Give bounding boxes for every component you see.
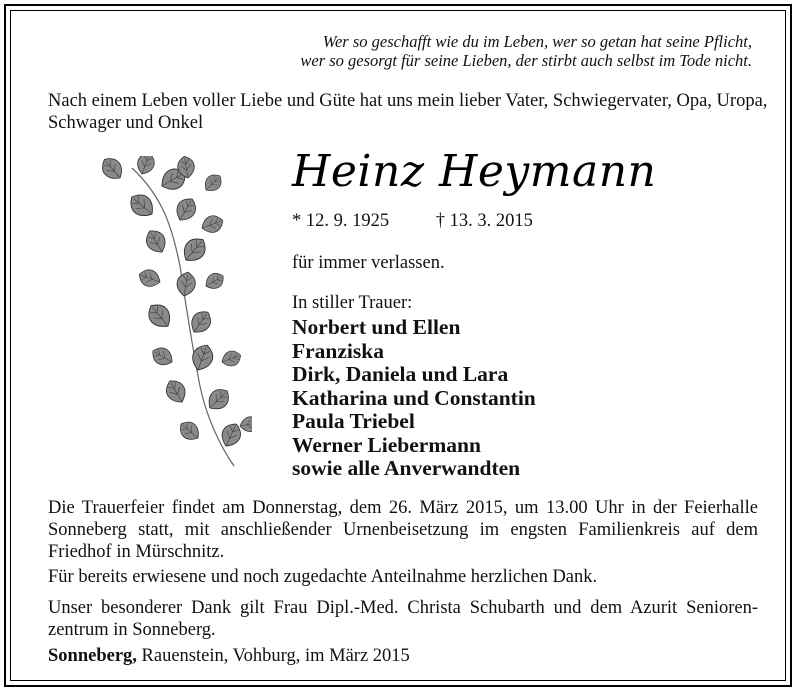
place-rest: Rauenstein, Vohburg, im März 2015 <box>136 646 410 666</box>
mourners-list <box>292 316 536 481</box>
ivy-leaves-illustration <box>102 156 252 476</box>
motto-quote <box>300 32 752 70</box>
death-date: † 13. 3. 2015 <box>435 211 533 231</box>
obituary-notice <box>4 4 792 687</box>
mourner-name: Paula Triebel <box>292 409 415 433</box>
funeral-info: Die Trauerfeier findet am Donnerstag, dem 26. März 2015, um 13.00 Uhr in der Feierhalle Sonneberg statt, mit anschließender Urnenbeisetzung im engsten Familienkreis auf dem Friedhof in Mürschnitz. <box>48 498 758 562</box>
special-thanks-text: Unser besonderer Dank gilt Frau Dipl.-Med. Christa Schubarth und dem Azurit Senioren-zentrum in Sonneberg. <box>48 598 758 640</box>
motto-line-2: wer so gesorgt für seine Lieben, der stirbt auch selbst im Tode nicht. <box>300 51 752 70</box>
mourner-name: sowie alle Anverwandten <box>292 456 521 480</box>
mourner-name: Franziska <box>292 338 384 363</box>
place-bold: Sonneberg, <box>48 646 137 666</box>
left-text: für immer verlassen. <box>292 253 445 273</box>
place-date <box>48 645 758 667</box>
birth-date: * 12. 9. 1925 <box>292 211 390 231</box>
deceased-name: Heinz Heymann <box>292 146 657 197</box>
thanks-text: Für bereits erwiesene und noch zugedachte Anteilnahme herzlichen Dank. <box>48 567 598 587</box>
mourner-name: Norbert und Ellen <box>292 315 461 339</box>
mourner-name: Katharina und Constantin <box>292 385 536 410</box>
motto-line-1: Wer so geschafft wie du im Leben, wer so getan hat seine Pflicht, <box>322 32 752 51</box>
mourner-name: Dirk, Daniela und Lara <box>292 362 509 386</box>
mourning-label: In stiller Trauer: <box>292 293 413 313</box>
mourner-name: Werner Liebermann <box>292 432 481 457</box>
life-dates <box>292 211 533 232</box>
intro-text: Nach einem Leben voller Liebe und Güte hat uns mein lieber Vater, Schwiegervater, Opa, Uropa, Schwager und Onkel <box>48 91 768 133</box>
